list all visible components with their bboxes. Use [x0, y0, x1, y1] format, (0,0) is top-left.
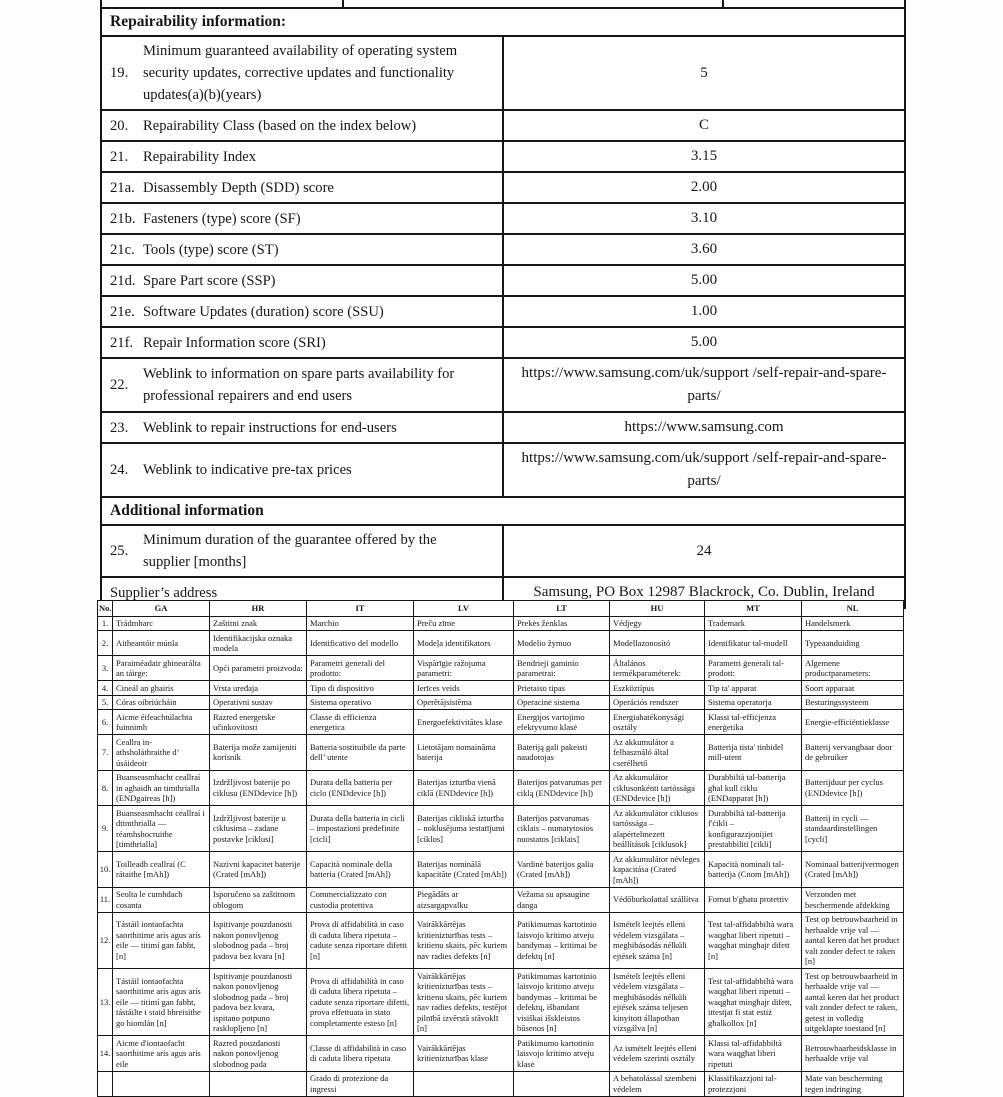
table-row [101, 141, 905, 172]
item-label [110, 270, 496, 292]
item-value-cell: 3.60 [503, 234, 905, 265]
item-label-cell [101, 110, 503, 141]
table-row [101, 358, 905, 412]
translation-cell: Commercializzato con custodia protettiva [307, 887, 414, 912]
item-number: 21b. [110, 210, 136, 227]
translation-cell: Kapaċità nominali tal-batterija (Cnom [mAh]) [705, 852, 802, 888]
table-row [98, 616, 904, 631]
item-value-cell: 5 [503, 36, 905, 110]
translation-cell: Energijos vartojimo efektyvumo klasė [514, 710, 610, 735]
table-row [101, 296, 905, 327]
translation-cell: Identifikatur tal-mudell [705, 631, 802, 656]
item-number: 22. [110, 377, 129, 393]
column-header: LT [514, 601, 610, 617]
translation-cell: Batterijduur per cyclus (ENDdevice [h]) [802, 770, 904, 806]
item-text: Minimum duration of the guarantee offered by the supplier [months] [143, 532, 437, 570]
translation-cell: Zaštitni znak [210, 616, 307, 631]
translation-cell: Trádmharc [113, 616, 210, 631]
translation-cell: Besturingssysteem [802, 695, 904, 710]
item-text: Supplier’s address [110, 584, 218, 601]
translation-cell: Vardinė baterijos galia (Crated [mAh]) [514, 852, 610, 888]
translation-cell: Opći parametri proizvoda: [210, 656, 307, 681]
translation-cell: Baterija može zamijeniti korisnik [210, 735, 307, 771]
translation-cell: Operētājsistēma [414, 695, 514, 710]
column-header: IT [307, 601, 414, 617]
translation-cell: Piegādāts ar aizsargapvalku [414, 887, 514, 912]
translation-cell: Ceallra in-athsholáthraithe d’ úsáideoir [113, 735, 210, 771]
item-text: Disassembly Depth (SDD) score [143, 179, 334, 196]
translation-cell: A behatolással szembeni védelem [610, 1071, 705, 1096]
translation-cell: Védjegy [610, 616, 705, 631]
translation-cell: Betrouwbaarheidsklasse in herhaalde vrije val [802, 1036, 904, 1072]
table-row [98, 735, 904, 771]
translation-cell: Általános termékparaméterek: [610, 656, 705, 681]
column-header: MT [705, 601, 802, 617]
table-row [101, 265, 905, 296]
item-label [110, 146, 496, 168]
translation-cell: Test op betrouwbaarheid in herhaalde vrije val — aantal keren dat het product valt zonder defect te raken, getest in volledig uitgeklapte toestand [n] [802, 969, 904, 1036]
row-number-cell: 8. [98, 770, 113, 806]
row-number-cell: 4. [98, 681, 113, 696]
item-value-cell: 24 [503, 525, 905, 577]
translation-cell: Identificativo del modello [307, 631, 414, 656]
translation-cell: Buanseasmhacht ceallraí in aghaidh an timthrialla (ENDgaireas [h]) [113, 770, 210, 806]
item-label [110, 363, 496, 407]
item-label-cell [101, 172, 503, 203]
translation-cell: Paraiméadair ghinearálta an táirge: [113, 656, 210, 681]
translation-cell: Patikimumas kartotinio laisvojo kritimo atveju bandymas – kritimai be defektų [n] [514, 912, 610, 969]
translation-cell: Baterijas izturība vienā ciklā (ENDdevice [h]) [414, 770, 514, 806]
table-row [101, 443, 905, 497]
table-row [101, 203, 905, 234]
table-row [101, 525, 905, 577]
translation-cell: Tip ta' apparat [705, 681, 802, 696]
translation-cell: Sistema operatorja [705, 695, 802, 710]
item-label-cell [101, 443, 503, 497]
translation-cell: Prova di affidabilità in caso di caduta libera ripetuta – cadute senza riportare difetti, prova effettuata in stato completamente esteso [n] [307, 969, 414, 1036]
item-label [110, 40, 496, 106]
translation-cell: Nominaal batterijvermogen (Crated [mAh]) [802, 852, 904, 888]
item-text: Repairability Class (based on the index below) [143, 117, 417, 134]
translation-cell: Isporučeno sa zaštitnom oblogom [210, 887, 307, 912]
translation-cell: Razred energetske učinkovitosti [210, 710, 307, 735]
translation-cell: Klassi tal-affidabbiltà wara waqgħat liberi ripetuti [705, 1036, 802, 1072]
translation-cell: Durabbiltà tal-batterija f'ċikli – konfigurazzjonijiet prestabbiliti [ċikli] [705, 806, 802, 852]
translation-cell: Vairākkārtējas kritienizturības tests – kritienu skaits, pēc kuriem nav radies defekts [n] [414, 912, 514, 969]
translation-cell: Klassifikazzjoni tal-protezzjoni [705, 1071, 802, 1096]
translation-cell [210, 1071, 307, 1096]
translation-cell: Prova di affidabilità in caso di caduta libera ripetuta – cadute senza riportare difetti [n] [307, 912, 414, 969]
translation-cell [414, 1071, 514, 1096]
translation-cell: Test tal-affidabbiltà wara waqgħat liberi ripetuti – waqgħat mingħajr difett, ittestjat fi stat estiż għalkollox [n] [705, 969, 802, 1036]
item-value-cell: https://www.samsung.com/uk/support /self-repair-and-spare-parts/ [503, 358, 905, 412]
repairability-table [100, 7, 906, 609]
translation-cell: Az ismételt leejtés elleni védelem szerinti osztály [610, 1036, 705, 1072]
translation-cell [113, 1071, 210, 1096]
translation-cell: Identifikacijska oznaka modela [210, 631, 307, 656]
item-text: Spare Part score (SSP) [143, 272, 276, 289]
section-title: Repairability information: [101, 8, 905, 36]
translation-cell: Az akkumulátor a felhasználó által cserélhető [610, 735, 705, 771]
table-row [98, 912, 904, 969]
item-number: 21c. [110, 241, 135, 258]
item-label [110, 115, 496, 137]
row-number-cell: 1. [98, 616, 113, 631]
translation-cell: Fornut b'għatu protettiv [705, 887, 802, 912]
item-text: Weblink to indicative pre-tax prices [143, 462, 352, 478]
item-label [110, 239, 496, 261]
translation-cell: Classe di affidabilità in caso di caduta libera ripetuta [307, 1036, 414, 1072]
translation-cell: Test tal-affidabbiltà wara waqgħat liberi ripetuti – waqgħat mingħajr difett [n] [705, 912, 802, 969]
translation-cell: Izdržljivost baterije po ciklusu (ENDdevice [h]) [210, 770, 307, 806]
section-row [101, 497, 905, 525]
translation-cell: Aicme d'iontaofacht saorthitime arís agus arís eile [113, 1036, 210, 1072]
item-value-cell: 2.00 [503, 172, 905, 203]
translation-cell: Verzonden met beschermende afdekking [802, 887, 904, 912]
translation-cell: Prietaiso tipas [514, 681, 610, 696]
translation-cell: Az akkumulátor ciklusos tartóssága – alapértelmezett beállítások [ciklusok] [610, 806, 705, 852]
translation-cell: Batteria sostituibile da parte dell’ utente [307, 735, 414, 771]
translation-cell: Vairākkārtējas kritienizturības klase [414, 1036, 514, 1072]
table-row [101, 172, 905, 203]
translation-cell: Toilleadh ceallraí (C rátaithe [mAh]) [113, 852, 210, 888]
item-label [110, 177, 496, 199]
translation-cell: Modellazonosító [610, 631, 705, 656]
table-row [98, 695, 904, 710]
translation-cell: Grado di protezione da ingressi [307, 1071, 414, 1096]
row-number-cell: 12. [98, 912, 113, 969]
translation-cell: Durata della batteria per ciclo (ENDdevice [h]) [307, 770, 414, 806]
translation-cell: Vispārīgie ražojuma parametri: [414, 656, 514, 681]
item-value-cell: Samsung, PO Box 12987 Blackrock, Co. Dublin, Ireland [503, 577, 905, 608]
translation-cell: Baterijas nominālā kapacitāte (Crated [mAh]) [414, 852, 514, 888]
item-text: Minimum guaranteed availability of operating system security updates, corrective updates and functionality updates(a)(b)(years) [143, 43, 458, 103]
item-label [110, 417, 496, 439]
row-number-cell: 7. [98, 735, 113, 771]
table-row [98, 806, 904, 852]
translation-cell: Operativni sustav [210, 695, 307, 710]
item-label-cell [101, 327, 503, 358]
item-value-cell: C [503, 110, 905, 141]
translation-cell: Batterija tista' tinbidel mill-utent [705, 735, 802, 771]
item-label-cell [101, 296, 503, 327]
translation-cell: Az akkumulátor ciklusonkénti tartóssága (ENDdevice [h]) [610, 770, 705, 806]
translation-cell: Durata della batteria in cicli – impostazioni predefinite [cicli] [307, 806, 414, 852]
item-label-cell [101, 36, 503, 110]
translation-cell: Klassi tal-effiċjenza enerġetika [705, 710, 802, 735]
row-number-cell: 5. [98, 695, 113, 710]
translation-cell: Védőburkolattal szállítva [610, 887, 705, 912]
item-label [110, 459, 496, 481]
translation-cell: Sistema operativo [307, 695, 414, 710]
translation-cell: Baterijos patvarumas per ciklą (ENDdevice [h]) [514, 770, 610, 806]
item-number: 24. [110, 462, 129, 478]
item-text: Repair Information score (SRI) [143, 334, 326, 351]
item-number: 25. [110, 543, 129, 559]
translation-cell: Ierīces veids [414, 681, 514, 696]
table-row [101, 36, 905, 110]
translation-cell: Aicme éifeachtúlachta fuinnimh [113, 710, 210, 735]
translation-cell: Modeļa identifikators [414, 631, 514, 656]
translation-cell: Seolta le cumhdach cosanta [113, 887, 210, 912]
table-row [98, 969, 904, 1036]
translation-cell: Buanseasmhacht ceallraí i dtimthrialla — réamhshocruithe [timthrialla] [113, 806, 210, 852]
table-header-row [98, 601, 904, 617]
table-row [98, 887, 904, 912]
item-text: Software Updates (duration) score (SSU) [143, 303, 384, 320]
item-value-cell: 3.10 [503, 203, 905, 234]
translation-cell: Operacinė sistema [514, 695, 610, 710]
item-label [110, 301, 496, 323]
item-number: 19. [110, 65, 129, 81]
item-value-cell: 5.00 [503, 327, 905, 358]
translation-cell: Modelio žymuo [514, 631, 610, 656]
item-number: 21e. [110, 303, 135, 320]
translation-cell: Córas oibriúcháin [113, 695, 210, 710]
item-number: 20. [110, 117, 129, 134]
translation-cell: Patikimumas kartotinio laisvojo kritimo atveju bandymas – kritimai be defektų, išbandant visiškai išskleistos būsenos [n] [514, 969, 610, 1036]
item-label-cell [101, 525, 503, 577]
translation-cell: Prekės ženklas [514, 616, 610, 631]
translation-cell: Az akkumulátor névleges kapacitása (Crated [mAh]) [610, 852, 705, 888]
item-label-cell [101, 141, 503, 172]
translation-cell: Baterijas cikliskā izturība – noklusējuma iestatījumi [ciklos] [414, 806, 514, 852]
table-row [101, 412, 905, 443]
translation-cell: Vairākkārtējas kritienizturības tests – kritienu skaits, pēc kuriem nav radies defekts, testējot pilnībā izvērstā stāvoklī [n] [414, 969, 514, 1036]
translation-cell: Tipo di dispositivo [307, 681, 414, 696]
table-row [98, 1071, 904, 1096]
translation-cell: Ispitivanje pouzdanosti nakon ponovljenog slobodnog pada – broj padova bez kvara, ispitano potpuno rasklopljeno [n] [210, 969, 307, 1036]
row-number-cell: 11. [98, 887, 113, 912]
table-row [101, 110, 905, 141]
table-row [98, 770, 904, 806]
table-row [98, 1036, 904, 1072]
table-row [98, 681, 904, 696]
translation-cell: Batterij vervangbaar door de gebruiker [802, 735, 904, 771]
item-number: 21. [110, 148, 129, 165]
item-text: Weblink to repair instructions for end-users [143, 419, 397, 436]
translation-cell: Handelsmerk [802, 616, 904, 631]
translation-cell: Eszköztípus [610, 681, 705, 696]
item-text: Weblink to information on spare parts availability for professional repairers and end users [143, 366, 455, 404]
translation-cell: Durabbiltà tal-batterija għal kull ċiklu (ENDapparat [h]) [705, 770, 802, 806]
item-text: Repairability Index [143, 148, 257, 165]
translation-cell: Test op betrouwbaarheid in herhaalde vrije val — aantal keren dat het product valt zonder defect te raken [n] [802, 912, 904, 969]
translation-cell: Patikimumo kartotinio laisvojo kritimo atveju klasė [514, 1036, 610, 1072]
row-number-cell: 9. [98, 806, 113, 852]
item-label [110, 332, 496, 354]
item-number: 23. [110, 419, 129, 436]
column-header: GA [113, 601, 210, 617]
translation-cell: Aitheantóir múnla [113, 631, 210, 656]
column-header: NL [802, 601, 904, 617]
translation-cell: Tástáil iontaofachta saorthitime arís agus arís eile — titimí gan fabht, [n] [113, 912, 210, 969]
translation-cell: Razred pouzdanosti nakon ponovljenog slobodnog pada [210, 1036, 307, 1072]
translation-cell [514, 1071, 610, 1096]
table-row [101, 327, 905, 358]
item-value-cell: https://www.samsung.com/uk/support /self-repair-and-spare-parts/ [503, 443, 905, 497]
column-header: HR [210, 601, 307, 617]
item-label-cell [101, 412, 503, 443]
row-number-cell: 2. [98, 631, 113, 656]
item-text: Tools (type) score (ST) [143, 241, 279, 258]
translation-cell: Nazivni kapacitet baterije (Crated [mAh]) [210, 852, 307, 888]
item-label-cell [101, 234, 503, 265]
translation-cell: Parametri ġenerali tal-prodott: [705, 656, 802, 681]
item-number: 21a. [110, 179, 135, 196]
column-header: HU [610, 601, 705, 617]
column-header: No. [98, 601, 113, 617]
item-label [110, 529, 496, 573]
table-column-divider [342, 0, 344, 7]
item-value-cell: 5.00 [503, 265, 905, 296]
translation-cell: Bateriją gali pakeisti naudotojas [514, 735, 610, 771]
table-column-divider [722, 0, 724, 7]
table-row [98, 631, 904, 656]
item-label-cell [101, 358, 503, 412]
translation-cell: Algemene productparameters: [802, 656, 904, 681]
item-value-cell: https://www.samsung.com [503, 412, 905, 443]
item-number: 21d. [110, 272, 136, 289]
item-label [110, 208, 496, 230]
translation-cell: Tástáil iontaofachta saorthitime arís agus arís eile — titimí gan fabht, tástáilte i staid bhreisithe go hiomlán [n] [113, 969, 210, 1036]
row-number-cell: 10. [98, 852, 113, 888]
translation-cell: Classe di efficienza energetica [307, 710, 414, 735]
table-row [98, 656, 904, 681]
translation-cell: Ismételt leejtés elleni védelem vizsgálata – meghibásodás nélküli ejtések száma teljesen kinyitott állapotban vizsgálva [n] [610, 969, 705, 1036]
translation-cell: Capacità nominale della batteria (Crated [mAh]) [307, 852, 414, 888]
translation-cell: Baterijos patvarumas ciklais – numatytosios nuostatos [ciklais] [514, 806, 610, 852]
translation-cell: Marchio [307, 616, 414, 631]
translation-cell: Parametri generali del prodotto: [307, 656, 414, 681]
translation-cell: Batterij in cycli — standaardinstellingen [cycli] [802, 806, 904, 852]
translation-cell: Trademark [705, 616, 802, 631]
row-number-cell: 3. [98, 656, 113, 681]
translation-cell: Vežama su apsaugine danga [514, 887, 610, 912]
row-number-cell: 14. [98, 1036, 113, 1072]
item-value-cell: 1.00 [503, 296, 905, 327]
item-label-cell [101, 265, 503, 296]
row-number-cell: 6. [98, 710, 113, 735]
translation-cell: Soort apparaat [802, 681, 904, 696]
item-number: 21f. [110, 334, 134, 351]
item-text: Fasteners (type) score (SF) [143, 210, 301, 227]
language-translations-table [97, 600, 904, 1097]
section-row [101, 8, 905, 36]
translation-cell: Typeaanduiding [802, 631, 904, 656]
translation-cell: Energie-efficiëntieklasse [802, 710, 904, 735]
translation-cell: Bendrieji gaminio parametrai: [514, 656, 610, 681]
translation-cell: Ispitivanje pouzdanosti nakon ponovljenog slobodnog pada – broj padova bez kvara [n] [210, 912, 307, 969]
row-number-cell [98, 1071, 113, 1096]
row-number-cell: 13. [98, 969, 113, 1036]
translation-cell: Preču zīme [414, 616, 514, 631]
translation-cell: Izdržljivost baterije u ciklusima – zadane postavke [ciklusi] [210, 806, 307, 852]
table-row [101, 234, 905, 265]
column-header: LV [414, 601, 514, 617]
translation-cell: Ismételt leejtés elleni védelem vizsgálata – meghibásodás nélküli ejtések száma [n] [610, 912, 705, 969]
translation-cell: Lietotājam nomaināma baterija [414, 735, 514, 771]
section-title: Additional information [101, 497, 905, 525]
translation-cell: Energiahatékonysági osztály [610, 710, 705, 735]
table-row [98, 852, 904, 888]
translation-cell: Energoefektivitātes klase [414, 710, 514, 735]
item-label-cell [101, 203, 503, 234]
table-row [98, 710, 904, 735]
item-value-cell: 3.15 [503, 141, 905, 172]
translation-cell: Vrsta uređaja [210, 681, 307, 696]
translation-cell: Cineál an ghairis [113, 681, 210, 696]
translation-cell: Operációs rendszer [610, 695, 705, 710]
translation-cell: Mate van bescherming tegen indringing [802, 1071, 904, 1096]
